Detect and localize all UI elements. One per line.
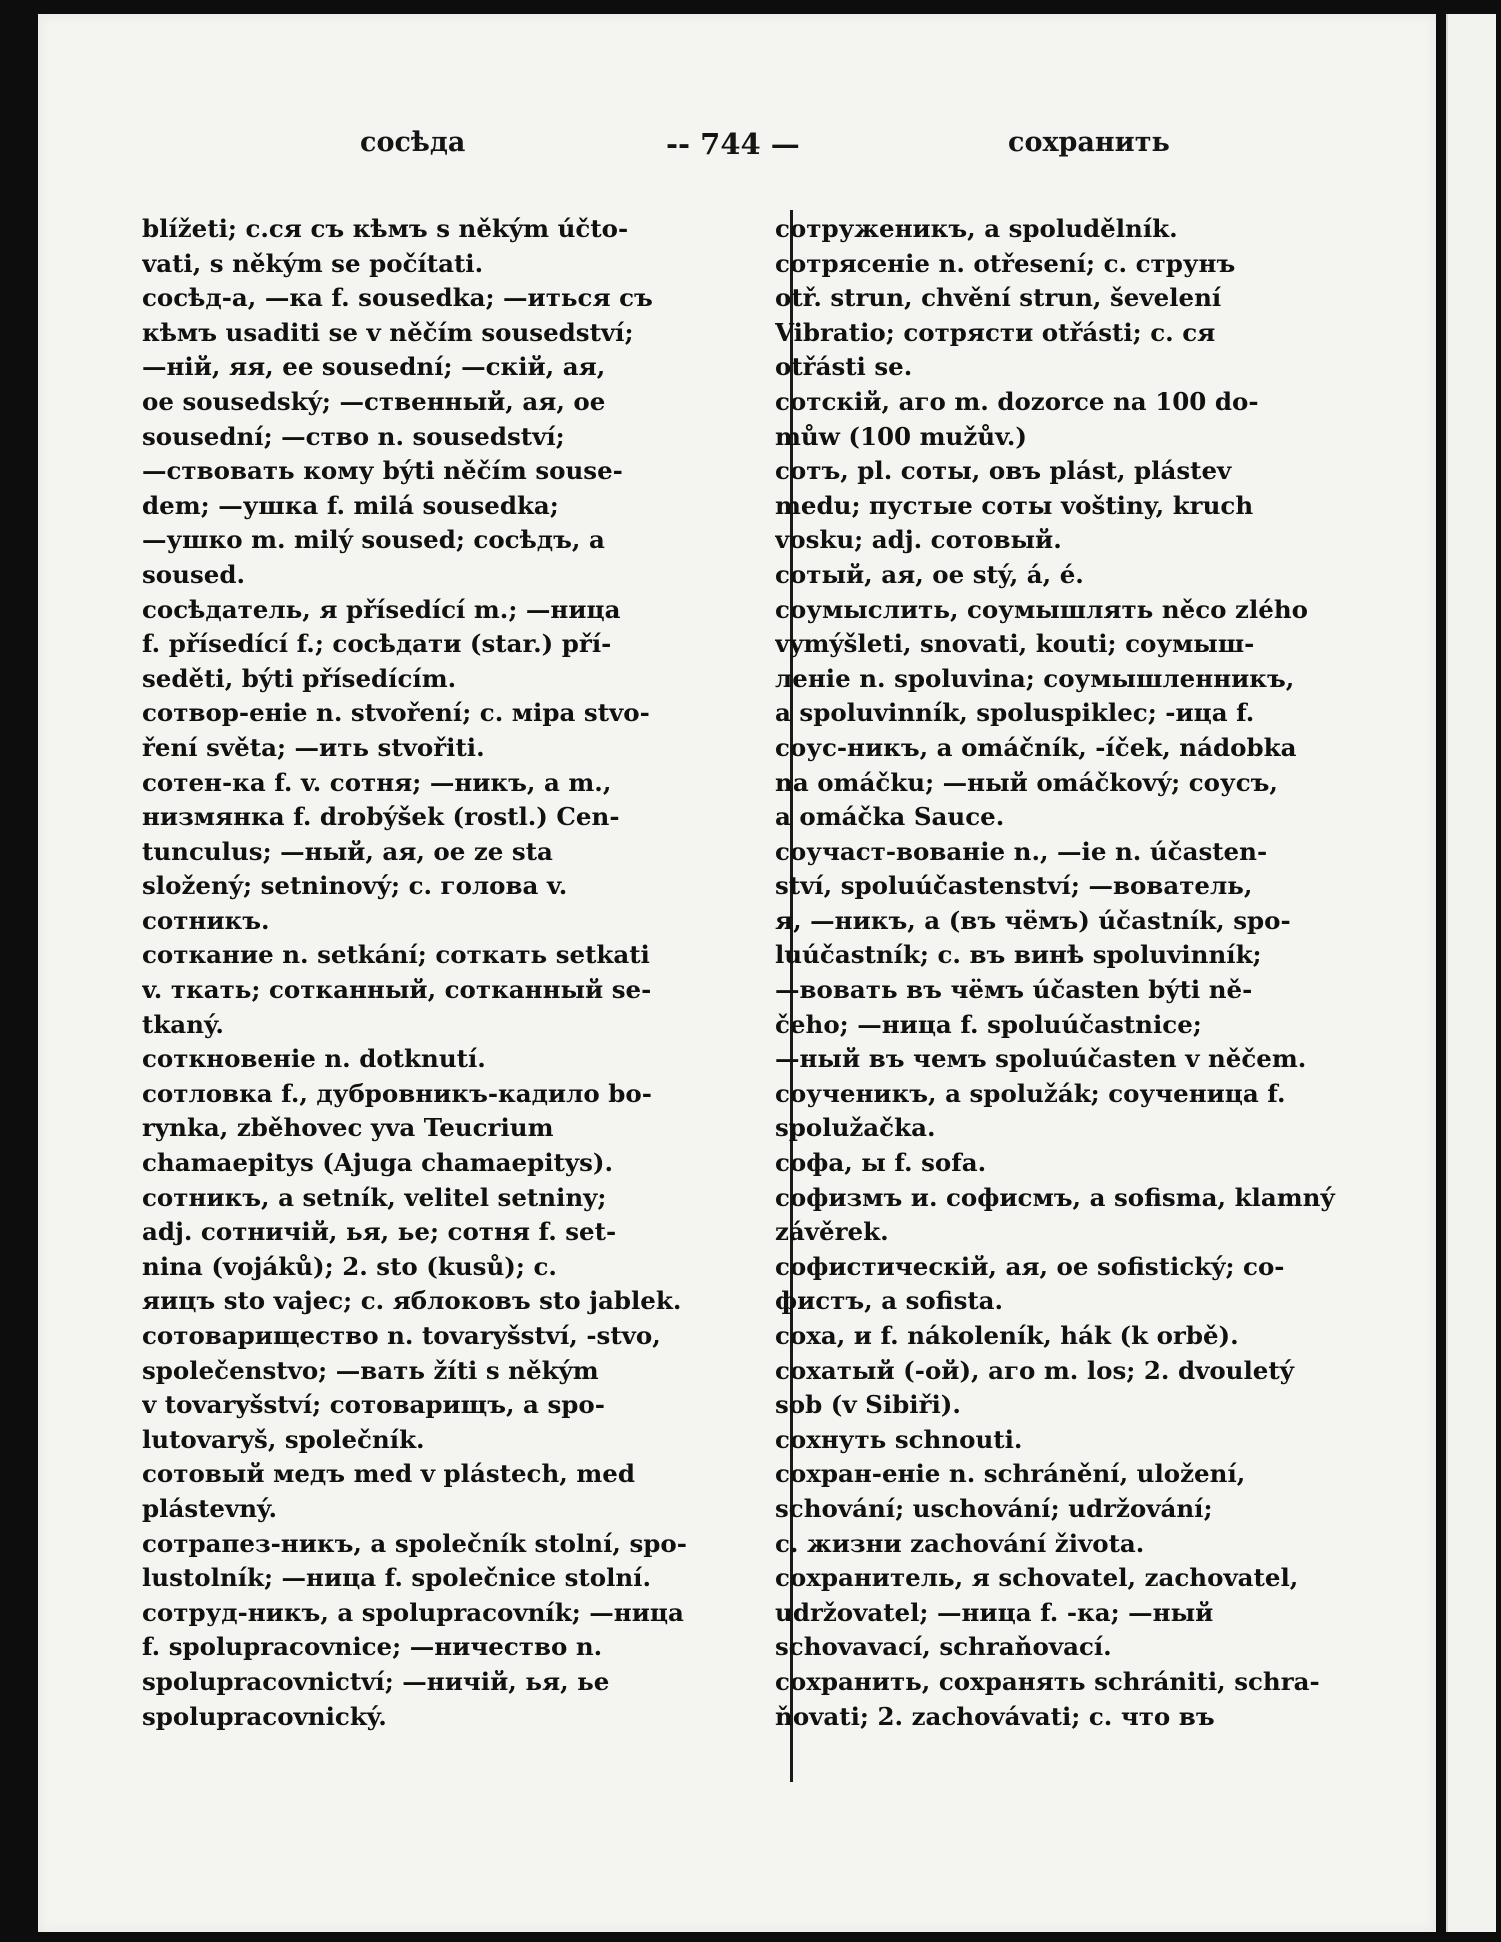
dictionary-line: lustolník; —ница f. společnice stolní. bbox=[142, 1563, 652, 1593]
dictionary-line: složený; setninový; с. голова v. bbox=[142, 871, 568, 901]
dictionary-line: otřásti se. bbox=[775, 352, 913, 382]
dictionary-line: сотъ, pl. соты, овъ plást, plástev bbox=[775, 456, 1232, 486]
left-column bbox=[142, 212, 762, 1734]
dictionary-line: ství, spoluúčastenství; —вователь, bbox=[775, 871, 1253, 901]
dictionary-line: софизмъ и. софисмъ, a sofisma, klamný bbox=[775, 1182, 1335, 1212]
dictionary-line: леніе n. spoluvina; соумышленникъ, bbox=[775, 663, 1295, 693]
dictionary-line: сотловка f., дубровникъ-кадило bo- bbox=[142, 1078, 652, 1108]
dictionary-line: rynka, zběhovec yva Teucrium bbox=[142, 1113, 554, 1143]
dictionary-line: сотовый медъ med v plástech, med bbox=[142, 1459, 635, 1489]
dictionary-line: сотскій, аго m. dozorce na 100 do- bbox=[775, 386, 1259, 416]
dictionary-line: сохранитель, я schovatel, zachovatel, bbox=[775, 1563, 1299, 1593]
page-number: -- 744 — bbox=[666, 127, 800, 161]
dictionary-line: ое sousedský; —ственный, ая, ое bbox=[142, 386, 606, 416]
dictionary-line: яицъ sto vajec; с. яблоковъ sto jablek. bbox=[142, 1286, 682, 1316]
dictionary-line: závěrek. bbox=[775, 1217, 889, 1247]
dictionary-line: соученикъ, a spolužák; соученица f. bbox=[775, 1078, 1286, 1108]
right-guide-word: сохранить bbox=[1008, 127, 1170, 158]
dictionary-line: tunculus; —ный, ая, ое ze sta bbox=[142, 836, 553, 866]
dictionary-line: я, —никъ, a (въ чёмъ) účastník, spo- bbox=[775, 905, 1291, 935]
dictionary-line: a spoluvinník, spoluspiklec; -ица f. bbox=[775, 698, 1255, 728]
dictionary-line: —вовать въ чёмъ účasten býti ně- bbox=[775, 975, 1253, 1005]
dictionary-line: софистическій, ая, ое sofistický; со- bbox=[775, 1251, 1285, 1281]
dictionary-line: сотникъ. bbox=[142, 905, 270, 935]
dictionary-line: сотоварищество n. tovaryšství, -stvo, bbox=[142, 1321, 661, 1350]
dictionary-line: f. spolupracovnice; —ничество n. bbox=[142, 1632, 603, 1662]
dictionary-line: —ній, яя, ее sousední; —скій, ая, bbox=[142, 352, 606, 382]
dictionary-line: ření světa; —ить stvořiti. bbox=[142, 732, 485, 762]
dictionary-line: сохранить, сохранять schrániti, schra- bbox=[775, 1666, 1320, 1696]
dictionary-line: сосѣдатель, я přísedící m.; —ница bbox=[142, 594, 621, 624]
dictionary-line: spolupracovnictví; —ничій, ья, ье bbox=[142, 1666, 610, 1696]
dictionary-line: низмянка f. drobýšek (rostl.) Cen- bbox=[142, 802, 620, 832]
dictionary-line: vymýšleti, snovati, kouti; соумыш- bbox=[775, 629, 1255, 659]
dictionary-line: соумыслить, соумышлять něco zlého bbox=[775, 594, 1308, 624]
left-guide-word: сосѣда bbox=[360, 127, 466, 158]
dictionary-line: v. ткать; сотканный, сотканный se- bbox=[142, 975, 652, 1005]
dictionary-line: dem; —ушка f. milá sousedka; bbox=[142, 490, 559, 520]
dictionary-line: сотрясеніе n. otřesení; с. струнъ bbox=[775, 248, 1236, 278]
dictionary-line: сохран-еніе n. schránění, uložení, bbox=[775, 1459, 1246, 1489]
dictionary-line: adj. сотничій, ья, ье; сотня f. set- bbox=[142, 1217, 617, 1247]
dictionary-line: соус-никъ, a omáčník, -íček, nádobka bbox=[775, 732, 1297, 762]
dictionary-line: кѣмъ usaditi se v něčím sousedství; bbox=[142, 317, 634, 347]
page-header bbox=[38, 127, 1436, 177]
dictionary-line: lutovaryš, společník. bbox=[142, 1424, 425, 1454]
dictionary-line: соучаст-вованіе n., —іе n. účasten- bbox=[775, 836, 1268, 866]
dictionary-line: сотвор-еніе n. stvoření; с. міра stvo- bbox=[142, 698, 650, 728]
dictionary-line: vosku; adj. сотовый. bbox=[775, 525, 1062, 555]
dictionary-line: v tovaryšství; сотоварищъ, a spo- bbox=[142, 1390, 605, 1420]
dictionary-line: soused. bbox=[142, 559, 245, 589]
dictionary-line: сотрапез-никъ, a společník stolní, spo- bbox=[142, 1528, 687, 1558]
dictionary-line: luúčastník; с. въ винѣ spoluvinník; bbox=[775, 940, 1262, 970]
dictionary-line: spolupracovnický. bbox=[142, 1701, 387, 1731]
right-column bbox=[775, 212, 1425, 1734]
dictionary-line: vati, s někým se počítati. bbox=[142, 248, 484, 278]
dictionary-line: udržovatel; —ница f. -ка; —ный bbox=[775, 1597, 1214, 1627]
dictionary-line: schování; uschování; udržování; bbox=[775, 1493, 1213, 1523]
dictionary-line: сосѣд-а, —ка f. sousedka; —иться съ bbox=[142, 283, 653, 313]
dictionary-line: соткновеніе n. dotknutí. bbox=[142, 1044, 486, 1074]
dictionary-line: сохнуть schnouti. bbox=[775, 1424, 1023, 1454]
dictionary-line: с. жизни zachování života. bbox=[775, 1528, 1145, 1558]
dictionary-line: sousední; —ство n. sousedství; bbox=[142, 421, 565, 451]
dictionary-line: сотникъ, a setník, velitel setniny; bbox=[142, 1182, 607, 1212]
dictionary-line: na omáčku; —ный omáčkový; соусъ, bbox=[775, 767, 1278, 797]
dictionary-line: sob (v Sibiři). bbox=[775, 1390, 961, 1420]
dictionary-line: chamaepitys (Ajuga chamaepitys). bbox=[142, 1148, 614, 1178]
dictionary-line: a omáčka Sauce. bbox=[775, 802, 1005, 832]
dictionary-line: schovavací, schraňovací. bbox=[775, 1632, 1112, 1662]
dictionary-line: софа, ы f. sofa. bbox=[775, 1148, 987, 1178]
dictionary-line: сотруженикъ, a spoludělník. bbox=[775, 214, 1178, 243]
dictionary-line: —ный въ чемъ spoluúčasten v něčem. bbox=[775, 1044, 1307, 1074]
dictionary-line: seděti, býti přísedícím. bbox=[142, 663, 457, 693]
dictionary-line: čeho; —ница f. spoluúčastnice; bbox=[775, 1009, 1202, 1039]
dictionary-line: сохатый (-ой), аго m. los; 2. dvouletý bbox=[775, 1355, 1294, 1385]
next-page-edge bbox=[1446, 14, 1496, 1932]
dictionary-line: соха, и f. nákoleník, hák (k orbě). bbox=[775, 1321, 1239, 1350]
dictionary-line: —ушко m. milý soused; сосѣдъ, a bbox=[142, 525, 605, 555]
dictionary-line: plástevný. bbox=[142, 1493, 278, 1523]
dictionary-line: společenstvo; —вать žíti s někým bbox=[142, 1355, 599, 1385]
dictionary-line: сотый, ая, ое stý, á, é. bbox=[775, 559, 1084, 589]
dictionary-line: nina (vojáků); 2. sto (kusů); с. bbox=[142, 1251, 557, 1281]
dictionary-line: ňovati; 2. zachovávati; с. что въ bbox=[775, 1701, 1215, 1731]
dictionary-line: můw (100 mužův.) bbox=[775, 421, 1027, 451]
dictionary-line: фистъ, a sofista. bbox=[775, 1286, 1004, 1316]
dictionary-line: —ствовать кому býti něčím souse- bbox=[142, 456, 623, 486]
dictionary-line: tkaný. bbox=[142, 1009, 224, 1039]
dictionary-line: otř. strun, chvění strun, ševelení bbox=[775, 283, 1222, 313]
dictionary-line: сотруд-никъ, a spolupracovník; —ница bbox=[142, 1597, 684, 1627]
dictionary-line: medu; пустые соты voštiny, kruch bbox=[775, 490, 1254, 520]
dictionary-line: Vibratio; сотрясти otřásti; с. ся bbox=[775, 317, 1216, 347]
dictionary-line: соткание n. setkání; соткать setkati bbox=[142, 940, 650, 970]
dictionary-line: сотен-ка f. v. сотня; —никъ, a m., bbox=[142, 767, 612, 797]
dictionary-page bbox=[38, 14, 1436, 1932]
dictionary-line: blížeti; с.ся съ кѣмъ s někým účto- bbox=[142, 214, 629, 243]
dictionary-line: f. přísedící f.; сосѣдати (star.) pří- bbox=[142, 629, 612, 659]
dictionary-line: spolužačka. bbox=[775, 1113, 936, 1143]
